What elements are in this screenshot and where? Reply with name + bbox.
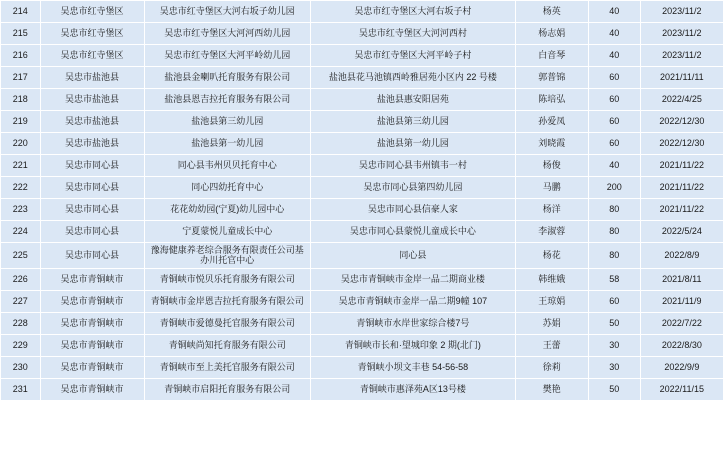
row-person-in-charge: 杨英 bbox=[515, 1, 588, 23]
row-slot-count: 60 bbox=[588, 67, 640, 89]
row-institution-name: 吴忠市红寺堡区大河右坂子幼儿园 bbox=[144, 1, 310, 23]
row-person-in-charge: 杨志娟 bbox=[515, 23, 588, 45]
row-institution-name: 同心县韦州贝贝托育中心 bbox=[144, 155, 310, 177]
row-area: 吴忠市青铜峡市 bbox=[40, 312, 144, 334]
table-body bbox=[1, 1, 724, 401]
row-area: 吴忠市青铜峡市 bbox=[40, 290, 144, 312]
row-registration-date: 2022/8/30 bbox=[640, 334, 723, 356]
row-slot-count: 60 bbox=[588, 290, 640, 312]
row-institution-name: 青铜峡市至上美托官服务有限公司 bbox=[144, 356, 310, 378]
row-institution-name: 青铜峡市金岸恩吉拉托育服务有限公司 bbox=[144, 290, 310, 312]
table-row bbox=[1, 23, 724, 45]
row-registration-date: 2021/11/22 bbox=[640, 199, 723, 221]
row-area: 吴忠市同心县 bbox=[40, 199, 144, 221]
row-person-in-charge: 杨俊 bbox=[515, 155, 588, 177]
row-area: 吴忠市盐池县 bbox=[40, 89, 144, 111]
row-index: 230 bbox=[1, 356, 41, 378]
row-institution-address: 吴忠市同心县韦州镇韦一村 bbox=[310, 155, 515, 177]
row-institution-address: 青铜峡市惠泽苑A区13号楼 bbox=[310, 378, 515, 400]
row-registration-date: 2022/12/30 bbox=[640, 111, 723, 133]
row-index: 217 bbox=[1, 67, 41, 89]
row-institution-name: 盐池县第一幼儿园 bbox=[144, 133, 310, 155]
row-person-in-charge: 徐莉 bbox=[515, 356, 588, 378]
table-row bbox=[1, 199, 724, 221]
row-institution-address: 吴忠市红寺堡区大河河西村 bbox=[310, 23, 515, 45]
row-slot-count: 40 bbox=[588, 23, 640, 45]
table-row bbox=[1, 334, 724, 356]
table-row bbox=[1, 356, 724, 378]
row-institution-address: 盐池县花马池镇西岭雅居苑小区内 22 号楼 bbox=[310, 67, 515, 89]
row-area: 吴忠市同心县 bbox=[40, 243, 144, 269]
table-row bbox=[1, 290, 724, 312]
row-index: 221 bbox=[1, 155, 41, 177]
table-row bbox=[1, 268, 724, 290]
row-institution-address: 吴忠市红寺堡区大河右坂子村 bbox=[310, 1, 515, 23]
row-index: 227 bbox=[1, 290, 41, 312]
table-row bbox=[1, 243, 724, 269]
row-person-in-charge: 李淑蓉 bbox=[515, 221, 588, 243]
row-index: 214 bbox=[1, 1, 41, 23]
row-index: 231 bbox=[1, 378, 41, 400]
row-area: 吴忠市盐池县 bbox=[40, 111, 144, 133]
row-index: 219 bbox=[1, 111, 41, 133]
row-person-in-charge: 孙爱凤 bbox=[515, 111, 588, 133]
row-person-in-charge: 王蕾 bbox=[515, 334, 588, 356]
row-institution-name: 青铜峡市爱德曼托官服务有限公司 bbox=[144, 312, 310, 334]
row-area: 吴忠市盐池县 bbox=[40, 67, 144, 89]
row-slot-count: 200 bbox=[588, 177, 640, 199]
row-area: 吴忠市青铜峡市 bbox=[40, 378, 144, 400]
row-institution-name: 盐池县第三幼儿园 bbox=[144, 111, 310, 133]
row-index: 220 bbox=[1, 133, 41, 155]
row-slot-count: 60 bbox=[588, 89, 640, 111]
table-row bbox=[1, 111, 724, 133]
table-row bbox=[1, 312, 724, 334]
row-registration-date: 2023/11/2 bbox=[640, 45, 723, 67]
row-registration-date: 2022/11/15 bbox=[640, 378, 723, 400]
row-institution-name: 青铜峡尚知托育服务有限公司 bbox=[144, 334, 310, 356]
row-registration-date: 2022/5/24 bbox=[640, 221, 723, 243]
row-index: 224 bbox=[1, 221, 41, 243]
row-slot-count: 80 bbox=[588, 199, 640, 221]
row-slot-count: 60 bbox=[588, 133, 640, 155]
row-institution-address: 青铜峡市长和·望城印象 2 期(北门) bbox=[310, 334, 515, 356]
table-row bbox=[1, 177, 724, 199]
row-index: 226 bbox=[1, 268, 41, 290]
row-institution-address: 吴忠市同心县信豪人家 bbox=[310, 199, 515, 221]
row-index: 229 bbox=[1, 334, 41, 356]
row-area: 吴忠市盐池县 bbox=[40, 133, 144, 155]
row-institution-address: 吴忠市同心县蒙悦儿童成长中心 bbox=[310, 221, 515, 243]
row-institution-name: 同心四幼托育中心 bbox=[144, 177, 310, 199]
row-index: 228 bbox=[1, 312, 41, 334]
table-row bbox=[1, 133, 724, 155]
row-institution-address: 吴忠市同心县第四幼儿园 bbox=[310, 177, 515, 199]
row-registration-date: 2023/11/2 bbox=[640, 23, 723, 45]
row-index: 218 bbox=[1, 89, 41, 111]
row-slot-count: 58 bbox=[588, 268, 640, 290]
row-person-in-charge: 苏娟 bbox=[515, 312, 588, 334]
row-slot-count: 40 bbox=[588, 155, 640, 177]
row-person-in-charge: 王琼娟 bbox=[515, 290, 588, 312]
row-person-in-charge: 郭普锦 bbox=[515, 67, 588, 89]
row-registration-date: 2022/4/25 bbox=[640, 89, 723, 111]
row-institution-address: 青铜峡小坝文丰巷 54-56-58 bbox=[310, 356, 515, 378]
row-institution-address: 吴忠市红寺堡区大河平岭子村 bbox=[310, 45, 515, 67]
row-area: 吴忠市青铜峡市 bbox=[40, 268, 144, 290]
row-institution-name: 盐池县金喇叭托育服务有限公司 bbox=[144, 67, 310, 89]
row-slot-count: 30 bbox=[588, 356, 640, 378]
row-institution-name: 青铜峡市悦贝乐托育服务有限公司 bbox=[144, 268, 310, 290]
row-index: 225 bbox=[1, 243, 41, 269]
row-registration-date: 2021/8/11 bbox=[640, 268, 723, 290]
table-row bbox=[1, 67, 724, 89]
row-person-in-charge: 杨洋 bbox=[515, 199, 588, 221]
row-registration-date: 2023/11/2 bbox=[640, 1, 723, 23]
row-registration-date: 2021/11/22 bbox=[640, 155, 723, 177]
row-person-in-charge: 陈培弘 bbox=[515, 89, 588, 111]
row-registration-date: 2022/12/30 bbox=[640, 133, 723, 155]
row-area: 吴忠市同心县 bbox=[40, 177, 144, 199]
row-area: 吴忠市青铜峡市 bbox=[40, 334, 144, 356]
row-slot-count: 30 bbox=[588, 334, 640, 356]
row-slot-count: 40 bbox=[588, 45, 640, 67]
row-institution-address: 盐池县惠安阳居苑 bbox=[310, 89, 515, 111]
table-row bbox=[1, 378, 724, 400]
row-slot-count: 50 bbox=[588, 378, 640, 400]
row-area: 吴忠市红寺堡区 bbox=[40, 45, 144, 67]
row-person-in-charge: 樊艳 bbox=[515, 378, 588, 400]
row-institution-address: 吴忠市青铜峡市金岸一品二期9幢 107 bbox=[310, 290, 515, 312]
row-index: 215 bbox=[1, 23, 41, 45]
row-area: 吴忠市红寺堡区 bbox=[40, 1, 144, 23]
table-row bbox=[1, 45, 724, 67]
row-institution-name: 盐池县恩吉拉托育服务有限公司 bbox=[144, 89, 310, 111]
row-registration-date: 2022/8/9 bbox=[640, 243, 723, 269]
row-institution-name: 豫海健康养老综合服务有限责任公司基办川托官中心 bbox=[144, 243, 310, 269]
row-slot-count: 50 bbox=[588, 312, 640, 334]
row-registration-date: 2022/7/22 bbox=[640, 312, 723, 334]
row-institution-name: 吴忠市红寺堡区大河河西幼儿园 bbox=[144, 23, 310, 45]
row-area: 吴忠市同心县 bbox=[40, 155, 144, 177]
row-index: 222 bbox=[1, 177, 41, 199]
row-area: 吴忠市青铜峡市 bbox=[40, 356, 144, 378]
row-slot-count: 40 bbox=[588, 1, 640, 23]
row-slot-count: 80 bbox=[588, 221, 640, 243]
row-area: 吴忠市红寺堡区 bbox=[40, 23, 144, 45]
row-person-in-charge: 白音琴 bbox=[515, 45, 588, 67]
row-area: 吴忠市同心县 bbox=[40, 221, 144, 243]
row-institution-name: 吴忠市红寺堡区大河平岭幼儿园 bbox=[144, 45, 310, 67]
row-person-in-charge: 韩维娥 bbox=[515, 268, 588, 290]
row-index: 223 bbox=[1, 199, 41, 221]
row-registration-date: 2021/11/11 bbox=[640, 67, 723, 89]
row-institution-name: 宁夏蒙悦儿童成长中心 bbox=[144, 221, 310, 243]
row-institution-name: 青铜峡市启阳托育服务有限公司 bbox=[144, 378, 310, 400]
row-slot-count: 80 bbox=[588, 243, 640, 269]
row-slot-count: 60 bbox=[588, 111, 640, 133]
row-registration-date: 2021/11/22 bbox=[640, 177, 723, 199]
row-institution-address: 盐池县第三幼儿园 bbox=[310, 111, 515, 133]
row-institution-address: 吴忠市青铜峡市金岸一品二期商业楼 bbox=[310, 268, 515, 290]
row-institution-address: 青铜峡市水岸世家综合楼7号 bbox=[310, 312, 515, 334]
table-row bbox=[1, 89, 724, 111]
table-row bbox=[1, 155, 724, 177]
table-row bbox=[1, 1, 724, 23]
row-registration-date: 2022/9/9 bbox=[640, 356, 723, 378]
row-registration-date: 2021/11/9 bbox=[640, 290, 723, 312]
row-index: 216 bbox=[1, 45, 41, 67]
row-person-in-charge: 杨花 bbox=[515, 243, 588, 269]
table-row bbox=[1, 221, 724, 243]
row-institution-name: 花花幼幼园(宁夏)幼儿园中心 bbox=[144, 199, 310, 221]
row-person-in-charge: 马鹏 bbox=[515, 177, 588, 199]
row-institution-address: 同心县 bbox=[310, 243, 515, 269]
row-institution-address: 盐池县第一幼儿园 bbox=[310, 133, 515, 155]
row-person-in-charge: 刘晓霞 bbox=[515, 133, 588, 155]
